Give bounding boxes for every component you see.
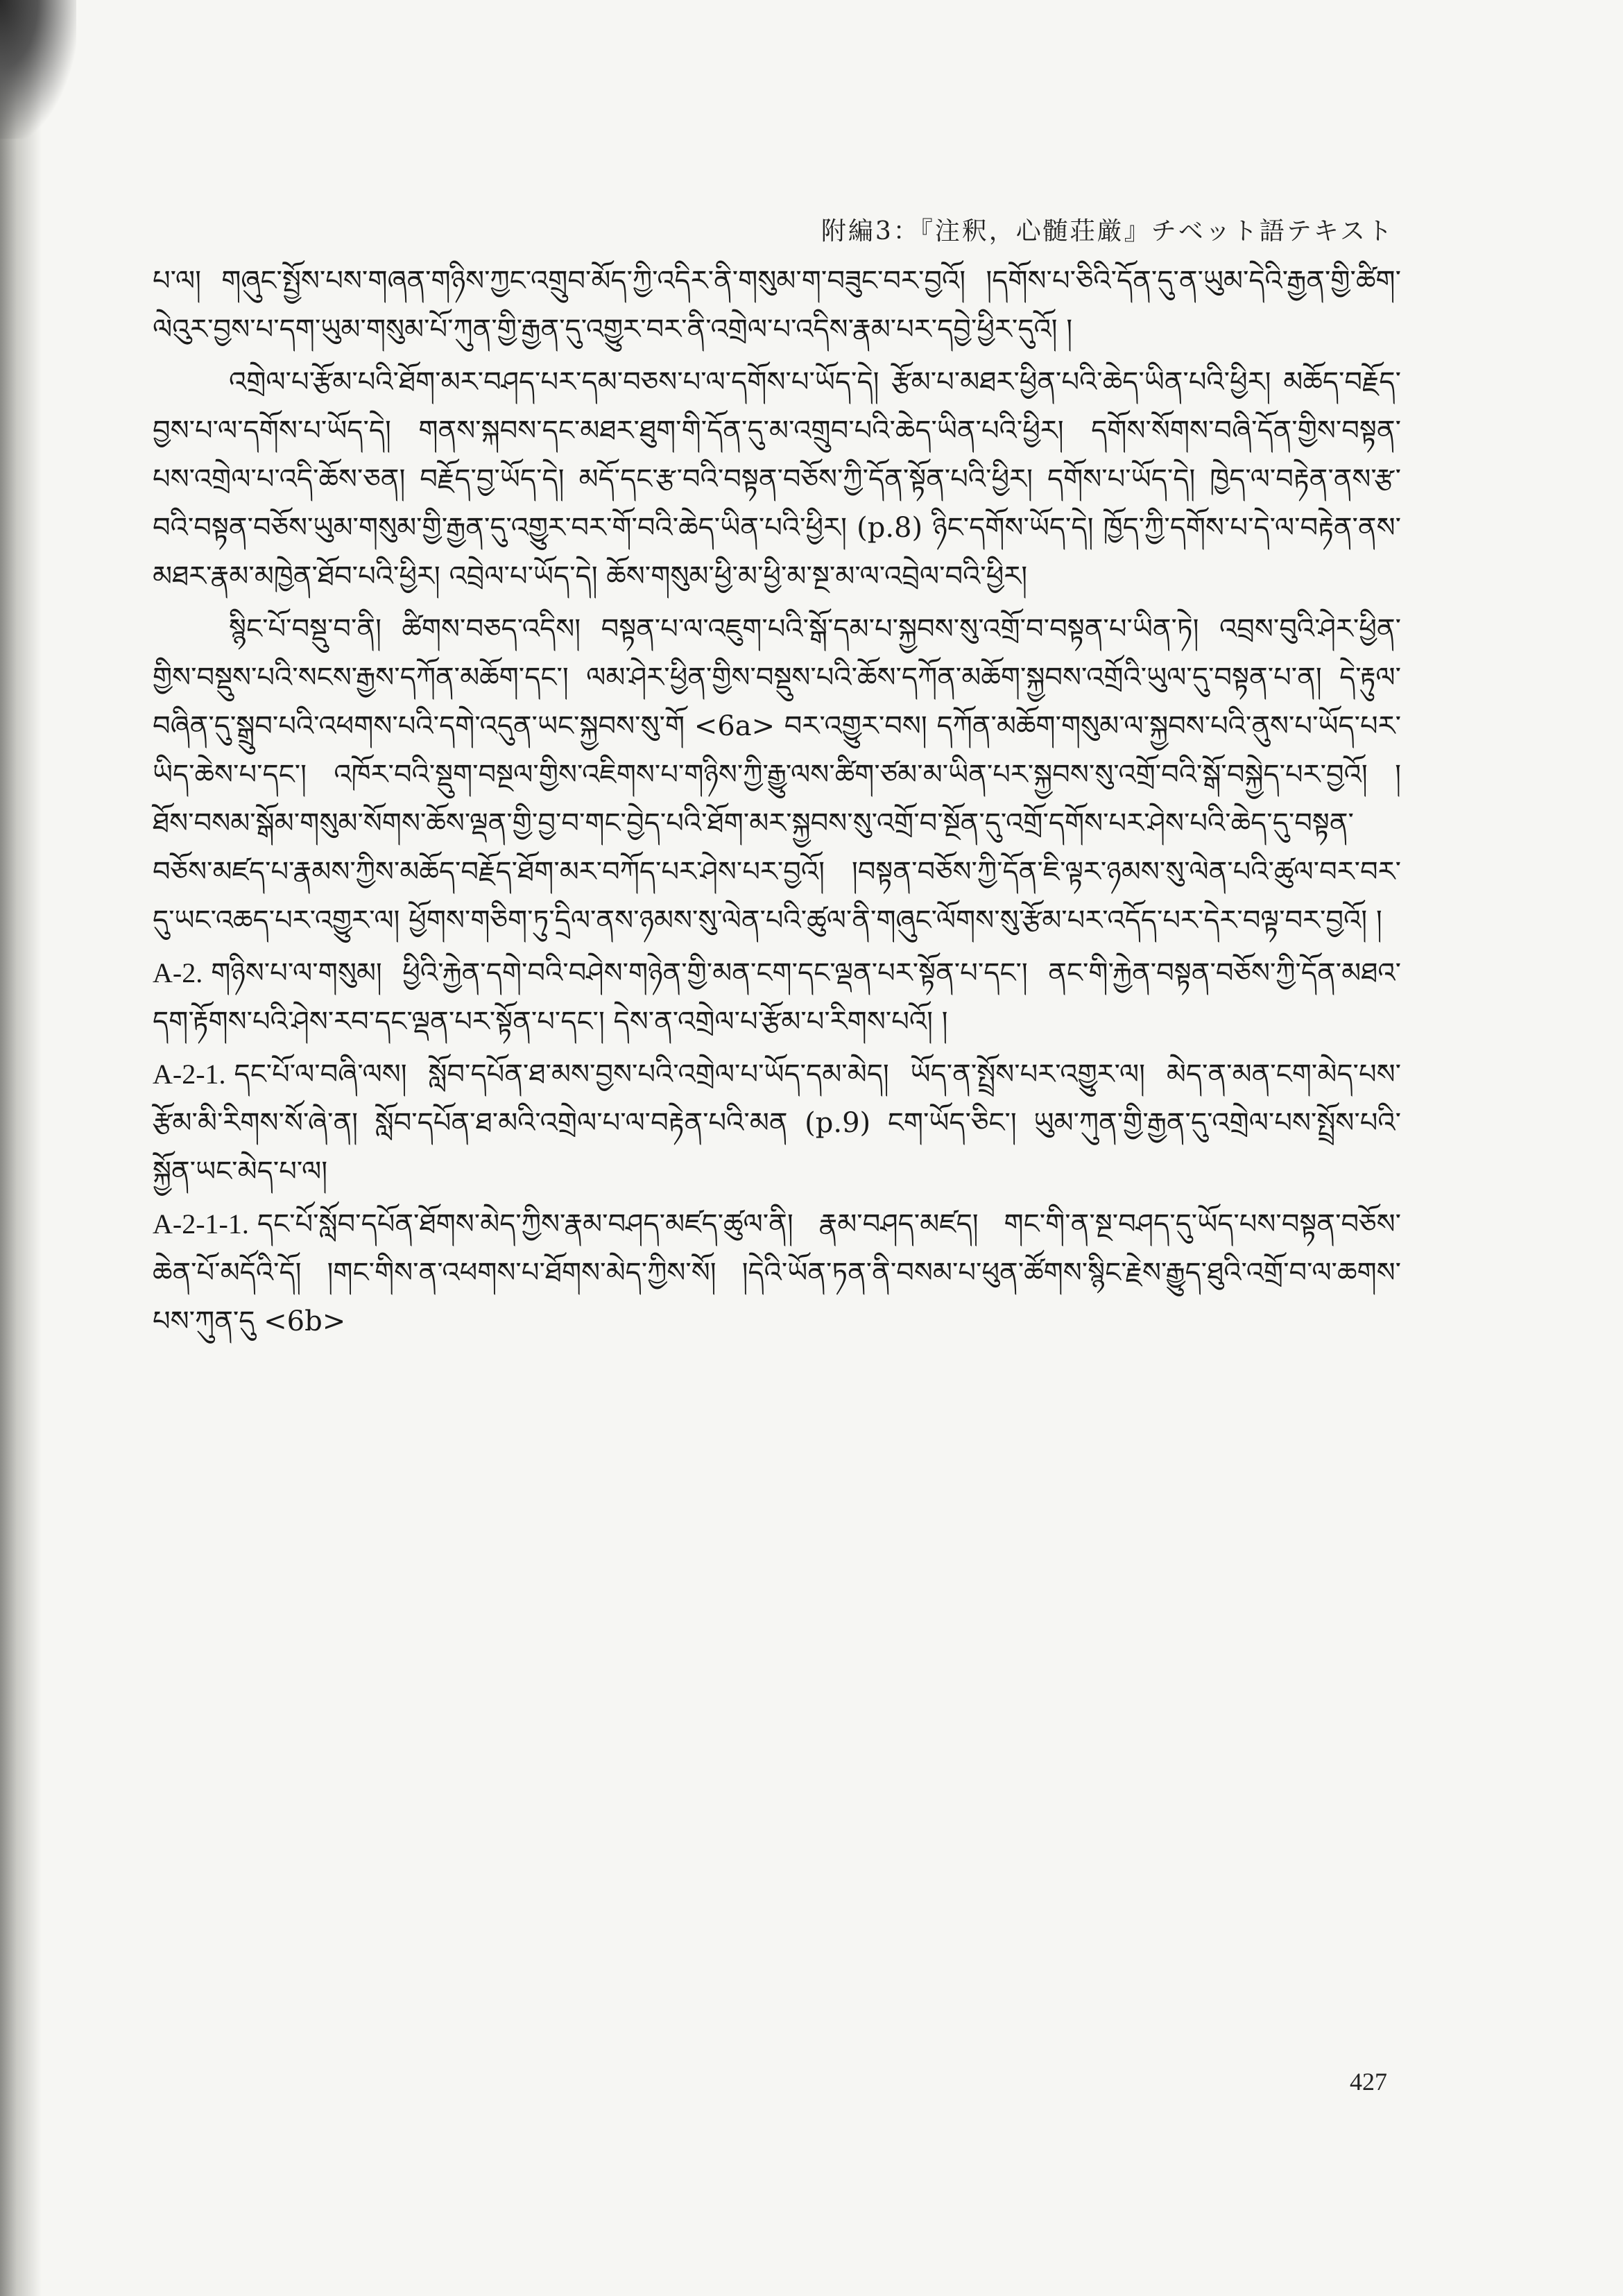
section-a-2-1-1 xyxy=(153,1200,1401,1346)
page-number: 427 xyxy=(1350,2068,1387,2096)
main-text xyxy=(153,257,1401,1350)
section-text: གཉིས་པ་ལ་གསུམ། ཕྱིའི་རྐྱེན་དགེ་བའི་བཤེས་གཉེན་གྱི་མན་ངག་དང་ལྡན་པར་སྟོན་པ་དང་། ནང་གི་རྐྱེན་བསྟན་བཅོས་ཀྱི་དོན་མཐའ་དག་རྟོགས་པའི་ཤེས་རབ་དང་ལྡན་པར་སྟོན་པ་དང་། དེས་ན་འགྲེལ་པ་རྩོམ་པ་རིགས་པའོ། ། xyxy=(153,957,1401,1038)
scan-edge-shadow xyxy=(0,0,42,2296)
section-text: དང་པོ་སློབ་དཔོན་ཐོགས་མེད་ཀྱིས་རྣམ་བཤད་མཛད་ཚུལ་ནི། རྣམ་བཤད་མཛད། གང་གི་ན་སྔ་བཤད་དུ་ཡོད་པས་བསྟན་བཅོས་ཆེན་པོ་མདོའི་དོ། །གང་གིས་ན་འཕགས་པ་ཐོགས་མེད་ཀྱིས་སོ། །དེའི་ཡོན་ཏན་ནི་བསམ་པ་ཕུན་ཚོགས་སྙིང་རྗེས་རྒྱུད་ཐུའི་འགྲོ་བ་ལ་ཆགས་པས་ཀུན་དུ <6b> xyxy=(153,1208,1401,1337)
section-label: A-2-1. xyxy=(153,1059,226,1090)
section-text: དང་པོ་ལ་བཞི་ལས། སློབ་དཔོན་ཐ་མས་བྱས་པའི་འགྲེལ་པ་ཡོད་དམ་མེད། ཡོད་ན་སྤྲོས་པར་འགྱུར་ལ། མེད་ན་མན་ངག་མེད་པས་རྩོམ་མི་རིགས་སོ་ཞེ་ན། སློབ་དཔོན་ཐ་མའི་འགྲེལ་པ་ལ་བརྟེན་པའི་མན (p.9) ངག་ཡོད་ཅིང་། ཡུམ་ཀུན་གྱི་རྒྱན་དུ་འགྲེལ་པས་སྤྲོས་པའི་སྐྱོན་ཡང་མེད་པ་ལ། xyxy=(153,1059,1401,1188)
running-head: 附編3：『注釈，心髄荘厳』チベット語テキスト xyxy=(821,217,1394,246)
section-a-2-1 xyxy=(153,1050,1401,1196)
section-a-2 xyxy=(153,949,1401,1046)
paragraph-3: སྙིང་པོ་བསྡུ་བ་ནི། ཚིགས་བཅད་འདིས། བསྟན་པ་ལ་འཇུག་པའི་སྒོ་དམ་པ་སྐྱབས་སུ་འགྲོ་བ་བསྟན་པ་ཡིན་ཏེ། འབྲས་བུའི་ཤེར་ཕྱིན་གྱིས་བསྡུས་པའི་སངས་རྒྱས་དཀོན་མཆོག་དང་། ལམ་ཤེར་ཕྱིན་གྱིས་བསྡུས་པའི་ཆོས་དཀོན་མཆོག་སྐྱབས་འགྲོའི་ཡུལ་དུ་བསྟན་པ་ན། དེ་རྟུལ་བཞིན་དུ་སྒྲུབ་པའི་འཕགས་པའི་དགེ་འདུན་ཡང་སྐྱབས་སུ་གོ <6a> བར་འགྱུར་བས། དཀོན་མཆོག་གསུམ་ལ་སྐྱབས་པའི་ནུས་པ་ཡོད་པར་ཡིད་ཆེས་པ་དང་། འཁོར་བའི་སྡུག་བསྔལ་གྱིས་འཇིགས་པ་གཉིས་ཀྱི་རྒྱུ་ལས་ཚིག་ཙམ་མ་ཡིན་པར་སྐྱབས་སུ་འགྲོ་བའི་སྒོ་བསྐྱེད་པར་བྱའོ། །ཐོས་བསམ་སྒོམ་གསུམ་སོགས་ཆོས་ལྡན་གྱི་བྱ་བ་གང་བྱེད་པའི་ཐོག་མར་སྐྱབས་སུ་འགྲོ་བ་སྔོན་དུ་འགྲོ་དགོས་པར་ཤེས་པའི་ཆེད་དུ་བསྟན་བཅོས་མཛད་པ་རྣམས་ཀྱིས་མཆོད་བརྗོད་ཐོག་མར་བཀོད་པར་ཤེས་པར་བྱའོ། །བསྟན་བཅོས་ཀྱི་དོན་ཇི་ལྟར་ཉམས་སུ་ལེན་པའི་ཚུལ་བར་བར་དུ་ཡང་འཆད་པར་འགྱུར་ལ། ཕྱོགས་གཅིག་ཏུ་དྲིལ་ནས་ཉམས་སུ་ལེན་པའི་ཚུལ་ནི་གཞུང་ལོགས་སུ་རྩོམ་པར་འདོད་པར་དེར་བལྟ་བར་བྱའོ། ། xyxy=(153,613,1401,936)
corner-smudge xyxy=(0,0,76,139)
paragraph-1: པ་ལ། གཞུང་སྤྱོས་པས་གཞན་གཉིས་ཀྱང་འགྲུབ་མོད་ཀྱི་འདིར་ནི་གསུམ་ག་བཟུང་བར་བྱའོ། །དགོས་པ་ཅིའི་དོན་དུ་ན་ཡུམ་དེའི་རྒྱན་གྱི་ཚིག་ལེའུར་བྱས་པ་དག་ཡུམ་གསུམ་པོ་ཀུན་གྱི་རྒྱན་དུ་འགྱུར་བར་ནི་འགྲེལ་པ་འདིས་རྣམ་པར་དབྱེ་ཕྱིར་དུའོ། ། xyxy=(153,265,1401,345)
section-label: A-2. xyxy=(153,957,203,988)
paragraph-2: འགྲེལ་པ་རྩོམ་པའི་ཐོག་མར་བཤད་པར་དམ་བཅས་པ་ལ་དགོས་པ་ཡོད་དེ། རྩོམ་པ་མཐར་ཕྱིན་པའི་ཆེད་ཡིན་པའི་ཕྱིར། མཆོད་བརྗོད་བྱས་པ་ལ་དགོས་པ་ཡོད་དེ། གནས་སྐབས་དང་མཐར་ཐུག་གི་དོན་དུ་མ་འགྲུབ་པའི་ཆེད་ཡིན་པའི་ཕྱིར། དགོས་སོགས་བཞི་དོན་གྱིས་བསྟན་པས་འགྲེལ་པ་འདི་ཆོས་ཅན། བརྗོད་བྱ་ཡོད་དེ། མདོ་དང་རྩ་བའི་བསྟན་བཅོས་ཀྱི་དོན་སྟོན་པའི་ཕྱིར། དགོས་པ་ཡོད་དེ། ཁྱེད་ལ་བརྟེན་ནས་རྩ་བའི་བསྟན་བཅོས་ཡུམ་གསུམ་གྱི་རྒྱན་དུ་འགྱུར་བར་གོ་བའི་ཆེད་ཡིན་པའི་ཕྱིར། (p.8) ཉིང་དགོས་ཡོད་དེ། ཁྱོད་ཀྱི་དགོས་པ་དེ་ལ་བརྟེན་ནས་མཐར་རྣམ་མཁྱེན་ཐོབ་པའི་ཕྱིར། འབྲེལ་པ་ཡོད་དེ། ཆོས་གསུམ་ཕྱི་མ་ཕྱི་མ་སྔ་མ་ལ་འབྲེལ་བའི་ཕྱིར། xyxy=(153,366,1401,592)
section-label: A-2-1-1. xyxy=(153,1208,249,1240)
